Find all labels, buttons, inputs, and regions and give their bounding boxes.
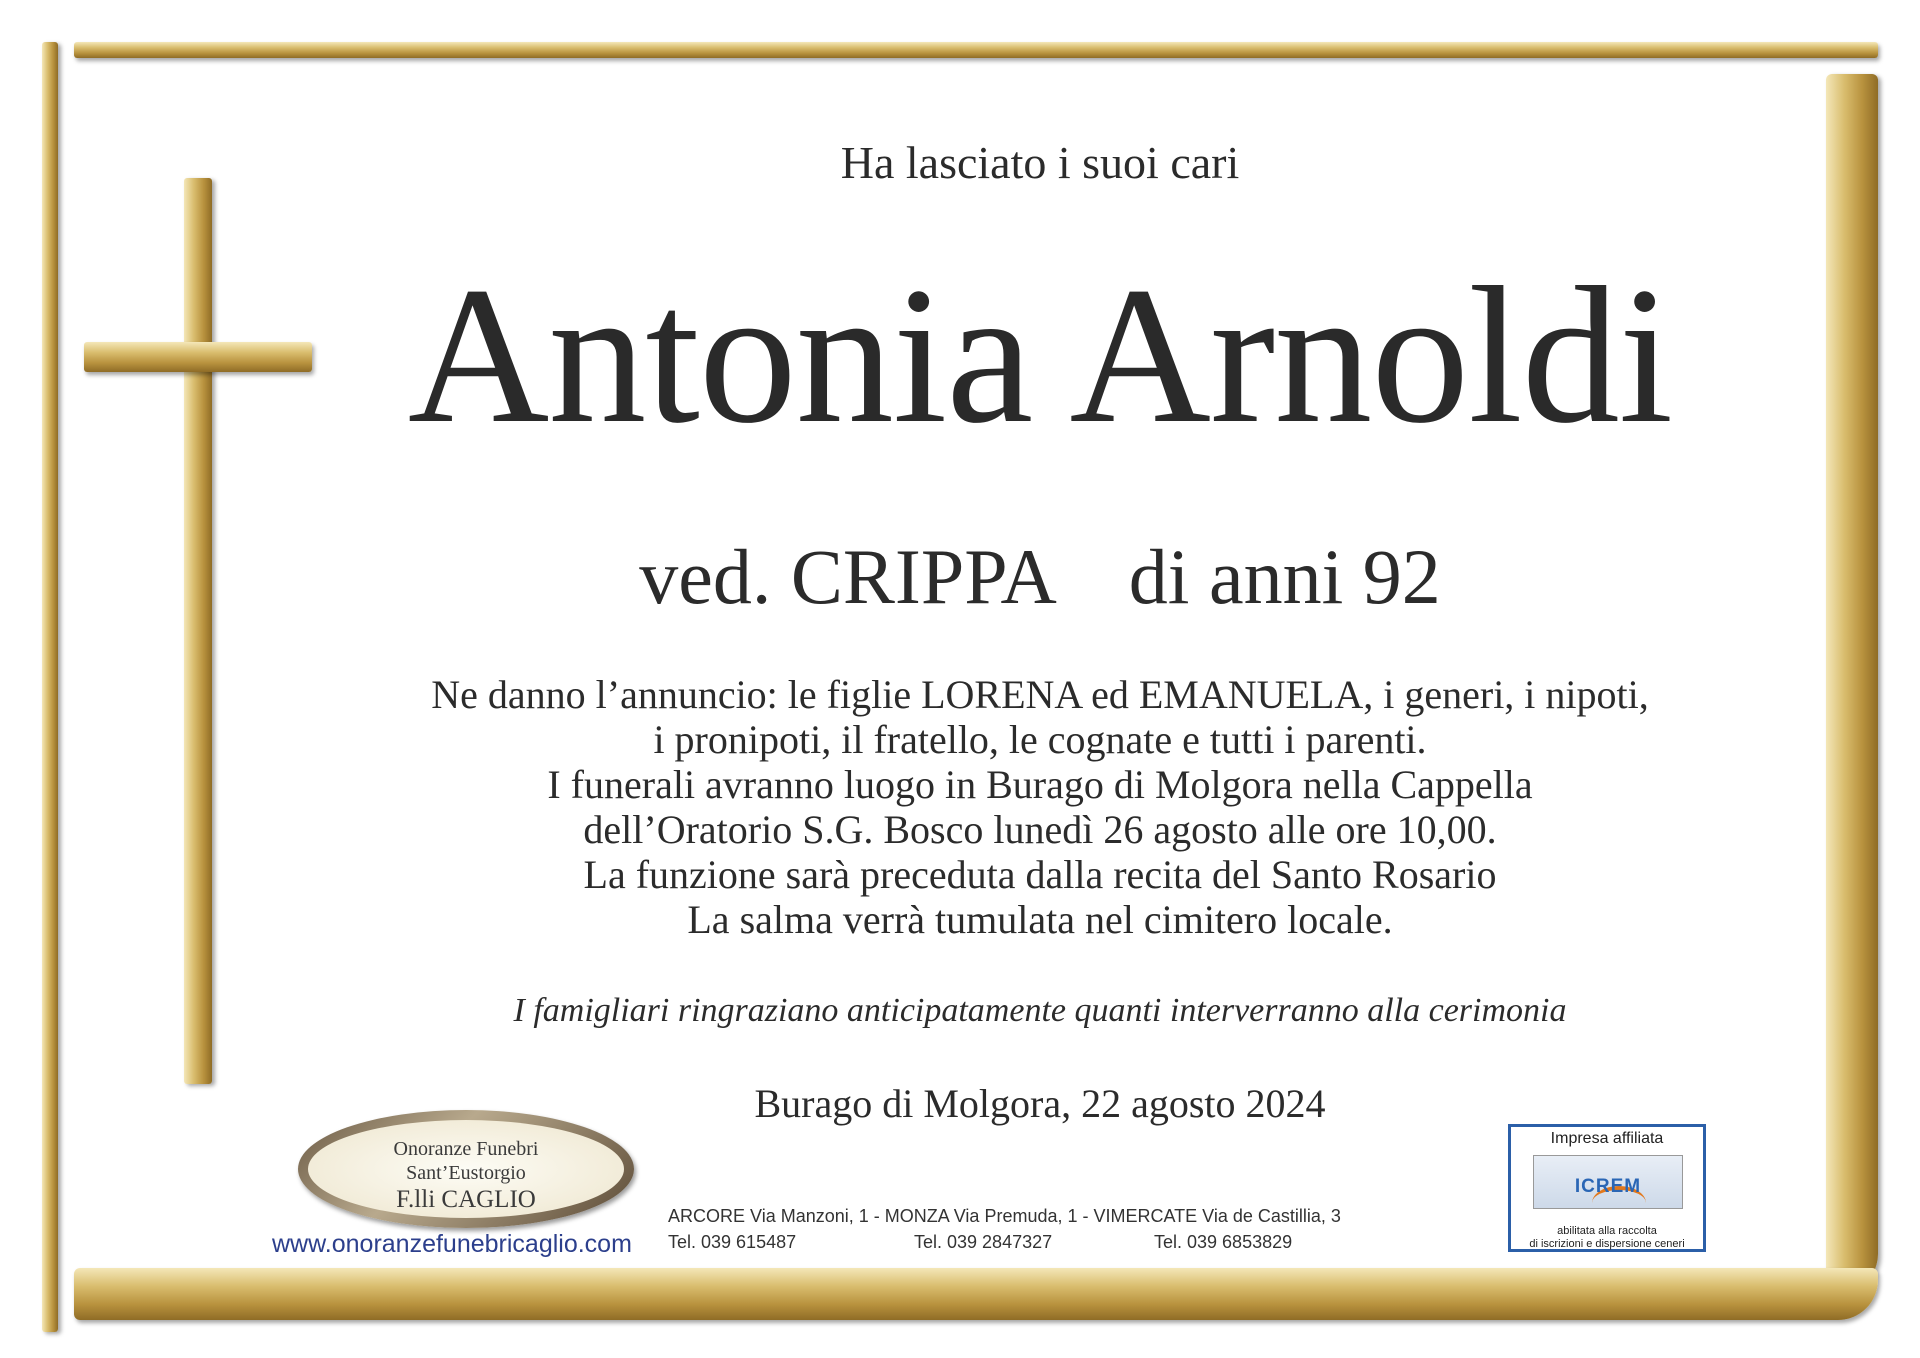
phone-arcore: Tel. 039 615487 <box>668 1232 797 1252</box>
funeral-home-line1: Onoranze Funebri <box>393 1138 539 1160</box>
announcement-line: i pronipoti, il fratello, le cognate e tutti i parenti. <box>653 717 1427 762</box>
funeral-home-line2: Sant’Eustorgio <box>406 1162 526 1184</box>
widow-of: ved. CRIPPA <box>639 533 1057 620</box>
age: di anni 92 <box>1128 533 1441 620</box>
announcement <box>300 672 1780 942</box>
funeral-home-logo-inner <box>308 1120 624 1218</box>
funeral-home-line3: F.lli CAGLIO <box>396 1186 536 1213</box>
affiliation-sub2: di iscrizioni e dispersione ceneri <box>1529 1238 1685 1250</box>
affiliation-title: Impresa affiliata <box>1550 1130 1664 1147</box>
phone-monza: Tel. 039 2847327 <box>914 1232 1053 1252</box>
icrem-logo-text: ICREM <box>1574 1176 1642 1197</box>
intro-text: Ha lasciato i suoi cari <box>840 137 1240 188</box>
deceased-name: Antonia Arnoldi <box>407 247 1673 464</box>
announcement-line: dell’Oratorio S.G. Bosco lunedì 26 agosto alle ore 10,00. <box>583 807 1497 852</box>
subtitle <box>300 532 1780 622</box>
announcement-line: Ne danno l’annuncio: le figlie LORENA ed EMANUELA, i generi, i nipoti, <box>431 672 1649 717</box>
website-link[interactable]: www.onoranzefunebricaglio.com <box>272 1230 632 1258</box>
thanks-text: I famigliari ringraziano anticipatamente quanti interverranno alla cerimonia <box>513 992 1567 1029</box>
announcement-line: I funerali avranno luogo in Burago di Molgora nella Cappella <box>547 762 1533 807</box>
affiliation-badge <box>1508 1124 1706 1252</box>
affiliation-sub1: abilitata alla raccolta <box>1557 1225 1657 1237</box>
frame-bottom-border <box>74 1268 1878 1320</box>
funeral-home-logo <box>298 1110 634 1228</box>
cross-horizontal-beam <box>84 342 312 372</box>
frame-right-border <box>1826 74 1878 1294</box>
place-date: Burago di Molgora, 22 agosto 2024 <box>754 1081 1326 1126</box>
frame-left-border <box>42 42 58 1332</box>
icrem-logo <box>1533 1155 1683 1209</box>
announcement-line: La funzione sarà preceduta dalla recita del Santo Rosario <box>583 852 1497 897</box>
announcement-line: La salma verrà tumulata nel cimitero locale. <box>687 897 1393 942</box>
addresses: ARCORE Via Manzoni, 1 - MONZA Via Premuda, 1 - VIMERCATE Via de Castillia, 3 <box>668 1206 1341 1226</box>
cross-vertical-beam <box>184 178 212 1084</box>
frame-top-border <box>74 42 1878 58</box>
phone-vimercate: Tel. 039 6853829 <box>1154 1232 1293 1252</box>
